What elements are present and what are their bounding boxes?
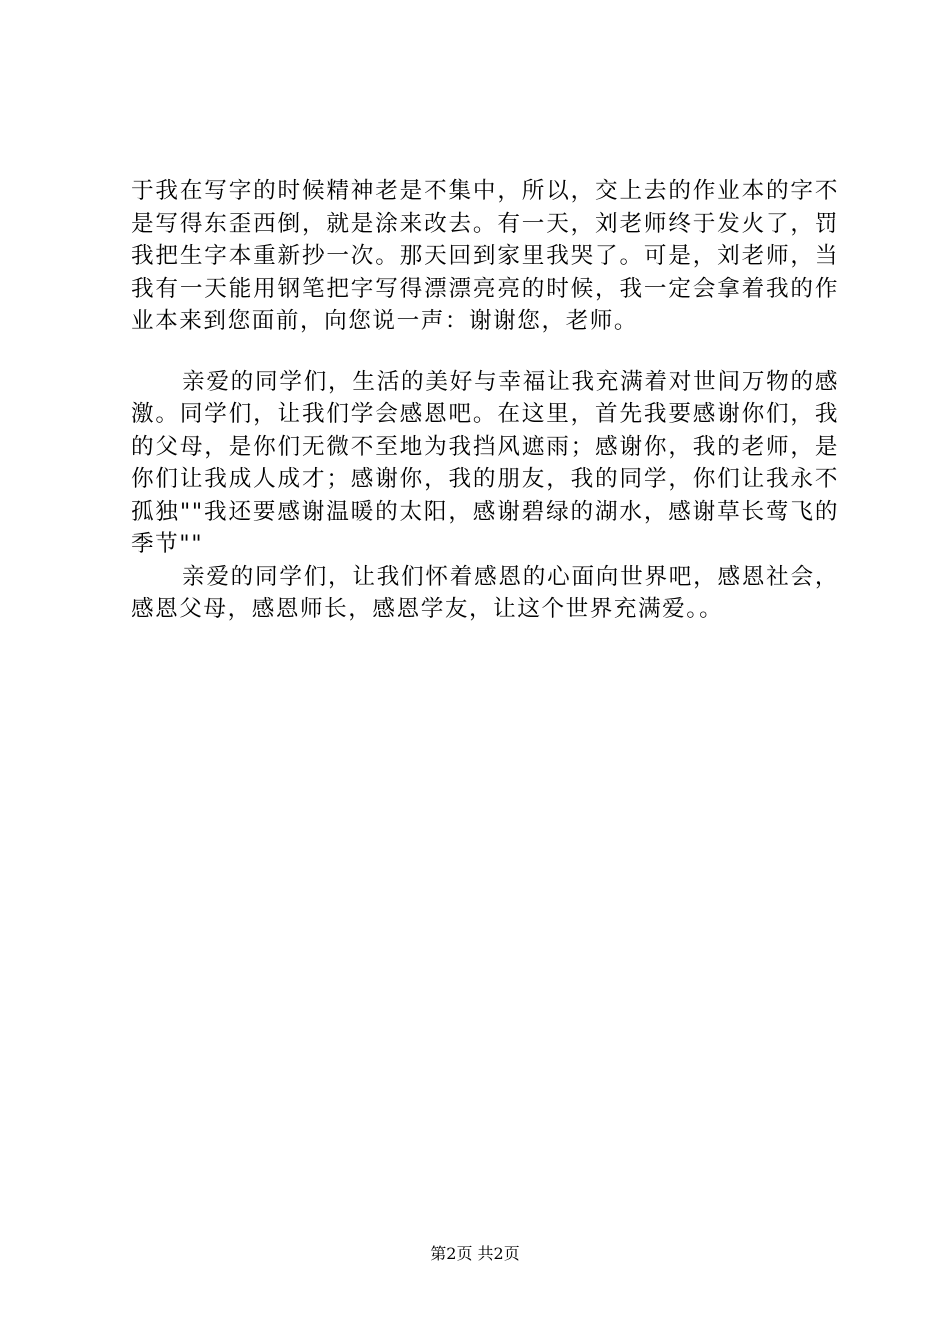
- paragraph-gratitude: 亲爱的同学们，生活的美好与幸福让我充满着对世间万物的感激。同学们，让我们学会感恩吧。在这里，首先我要感谢你们，我的父母，是你们无微不至地为我挡风遮雨；感谢你，我的老师，是你们让我成人成才；感谢你，我的朋友，我的同学，你们让我永不孤独""我还要感谢温暖的太阳，感谢碧绿的湖水，感谢草长莺飞的季节"": [131, 368, 839, 557]
- page-number-footer: 第2页 共2页: [430, 1244, 520, 1263]
- paragraph-spacer: [131, 338, 839, 366]
- paragraph-closing: 亲爱的同学们，让我们怀着感恩的心面向世界吧，感恩社会，感恩父母，感恩师长，感恩学友，让这个世界充满爱。。: [131, 563, 839, 622]
- document-body: [131, 175, 839, 626]
- paragraph-continued: 于我在写字的时候精神老是不集中，所以，交上去的作业本的字不是写得东歪西倒，就是涂来改去。有一天，刘老师终于发火了，罚我把生字本重新抄一次。那天回到家里我哭了。可是，刘老师，当我有一天能用钢笔把字写得漂漂亮亮的时候，我一定会拿着我的作业本来到您面前，向您说一声：谢谢您，老师。: [131, 178, 839, 334]
